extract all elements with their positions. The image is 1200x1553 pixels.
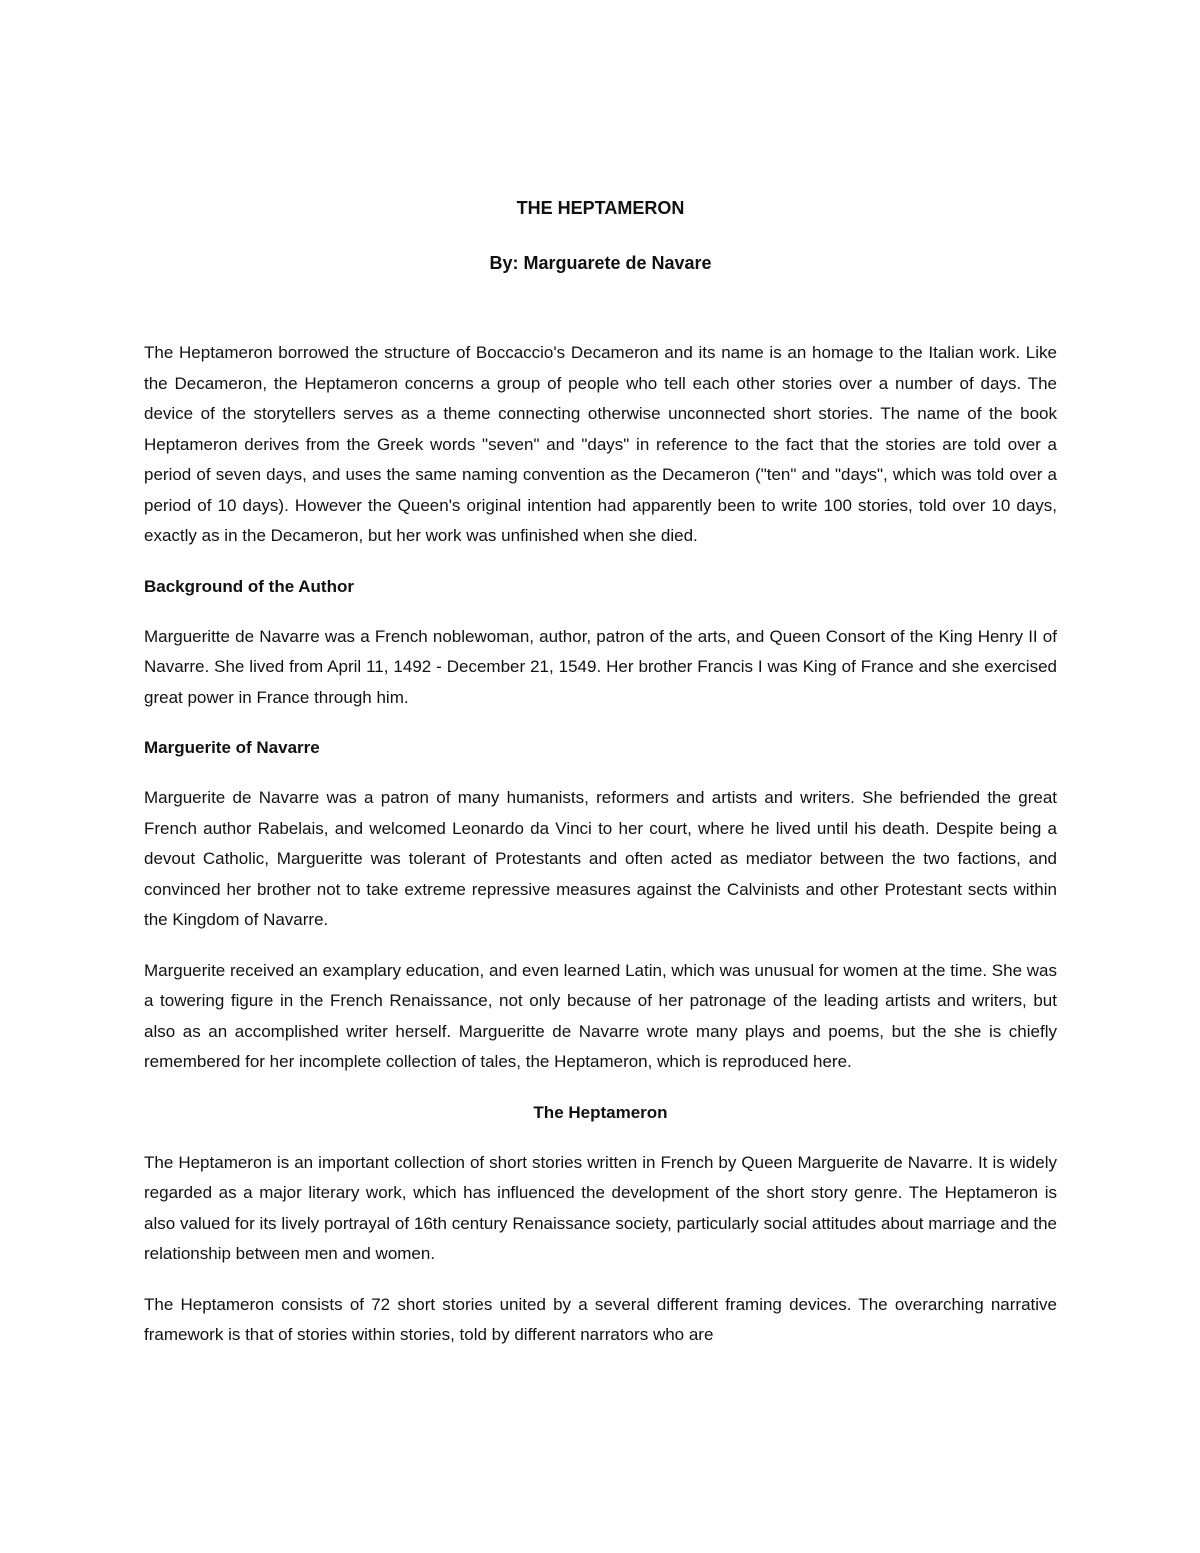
background-heading: Background of the Author <box>144 576 354 596</box>
document-byline: By: Marguarete de Navare <box>489 253 712 273</box>
document-title: THE HEPTAMERON <box>516 198 685 218</box>
document-body <box>144 193 1057 1371</box>
background-paragraph: Margueritte de Navarre was a French noblewoman, author, patron of the arts, and Queen Consort of the King Henry II of Navarre. She lived from April 11, 1492 - December 21, 1549. Her brother Francis I was King of France and she exercised great power in France through him. <box>144 626 1057 707</box>
heptameron-heading: The Heptameron <box>533 1102 668 1122</box>
marguerite-paragraph-2: Marguerite received an examplary education, and even learned Latin, which was unusual for women at the time. She was a towering figure in the French Renaissance, not only because of her patronage of the leading artists and writers, but also as an accomplished writer herself. Margueritte de Navarre wrote many plays and poems, but the she is chiefly remembered for her incomplete collection of tales, the Heptameron, which is reproduced here. <box>144 960 1057 1071</box>
intro-paragraph: The Heptameron borrowed the structure of Boccaccio's Decameron and its name is an homage to the Italian work. Like the Decameron, the Heptameron concerns a group of people who tell each other stories over a number of days. The device of the storytellers serves as a theme connecting otherwise unconnected short stories. The name of the book Heptameron derives from the Greek words "seven" and "days" in reference to the fact that the stories are told over a period of seven days, and uses the same naming convention as the Decameron ("ten" and "days", which was told over a period of 10 days). However the Queen's original intention had apparently been to write 100 stories, told over 10 days, exactly as in the Decameron, but her work was unfinished when she died. <box>144 343 1057 545</box>
heptameron-paragraph-1: The Heptameron is an important collection of short stories written in French by Queen Marguerite de Navarre. It is widely regarded as a major literary work, which has influenced the development of the short story genre. The Heptameron is also valued for its lively portrayal of 16th century Renaissance society, particularly social attitudes about marriage and the relationship between men and women. <box>144 1152 1057 1263</box>
heptameron-paragraph-2: The Heptameron consists of 72 short stories united by a several different framing devices. The overarching narrative framework is that of stories within stories, told by different narrators who are <box>144 1294 1057 1344</box>
marguerite-paragraph-1: Marguerite de Navarre was a patron of many humanists, reformers and artists and writers. She befriended the great French author Rabelais, and welcomed Leonardo da Vinci to her court, where he lived until his death. Despite being a devout Catholic, Margueritte was tolerant of Protestants and often acted as mediator between the two factions, and convinced her brother not to take extreme repressive measures against the Calvinists and other Protestant sects within the Kingdom of Navarre. <box>144 788 1057 929</box>
marguerite-heading: Marguerite of Navarre <box>144 738 320 757</box>
